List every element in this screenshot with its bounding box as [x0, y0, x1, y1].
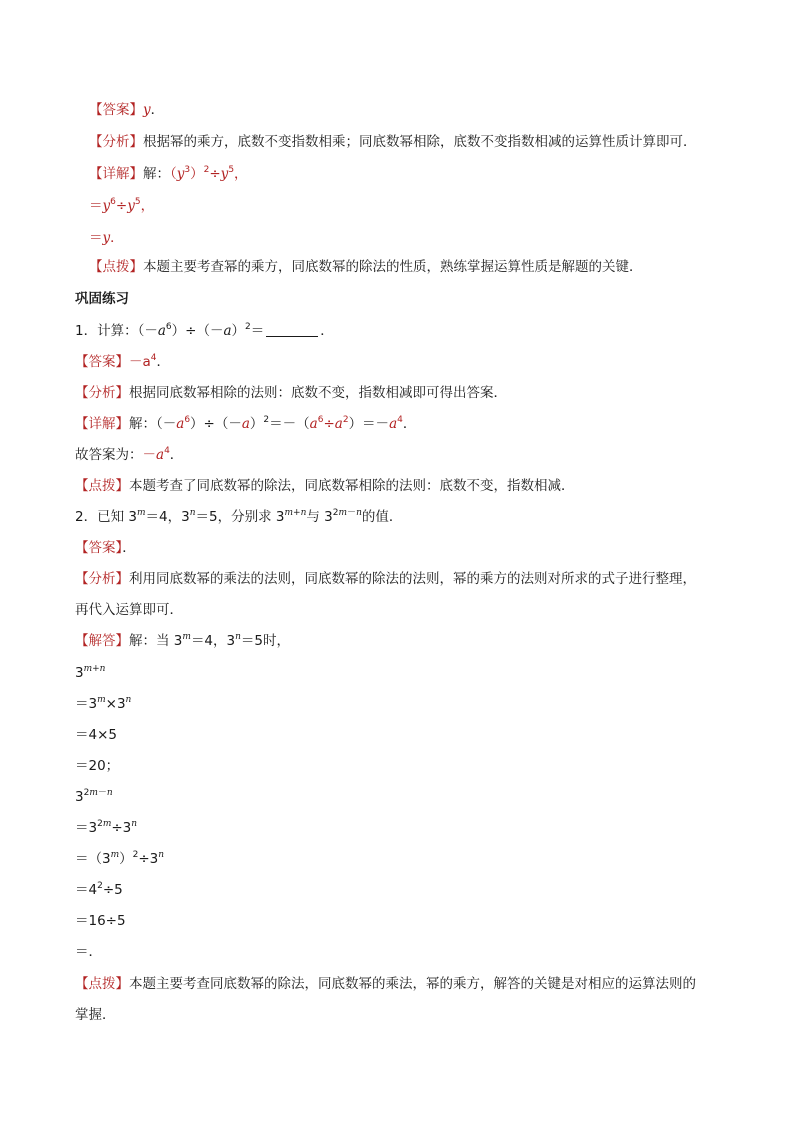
detail-label: 【详解】 — [75, 416, 129, 432]
q1-conclusion-prefix: 故答案为： — [75, 447, 143, 463]
q1-analysis-text: 根据同底数幂相除的法则：底数不变，指数相减即可得出答案． — [129, 385, 507, 401]
answer-label: 【答案】 — [75, 354, 129, 370]
q1-comment-text: 本题考查了同底数幂的除法，同底数幂相除的法则：底数不变，指数相减． — [129, 478, 575, 494]
example-detail-prefix: 解： — [143, 166, 170, 182]
q2-stem-line: 2．已知 $3^m=4$，$3^n=5$，分别求 $3^{m+n}$与 $3^{2m-n}$的值． — [75, 508, 403, 525]
q2-comment-text-1: 本题主要考查同底数幂的除法，同底数幂的乘法，幂的乘方，解答的关键是对相应的运算法则的 — [129, 976, 696, 992]
q1-detail-prefix: 解： — [129, 416, 156, 432]
q1-stem: 计算： — [97, 323, 138, 339]
q1-comment-line — [75, 477, 575, 495]
example-analysis-line — [89, 133, 697, 151]
q2-solution-line: 【解答】解：当 $3^m=4$，$3^n=5$时， — [75, 632, 291, 649]
q2-analysis-text-1: 利用同底数幂的乘法的法则，同底数幂的除法的法则，幂的乘方的法则对所求的式子进行整理， — [129, 571, 696, 587]
q2-step-4: ＝20； — [75, 758, 120, 774]
example-answer-value: y — [143, 102, 151, 118]
q2-solution-suffix: 时， — [263, 633, 291, 649]
example-analysis-text: 根据幂的乘方，底数不变指数相乘；同底数幂相除，底数不变指数相减的运算性质计算即可． — [143, 134, 697, 150]
q2-number: 2． — [75, 509, 98, 525]
q2-step-2: $=3^m\times 3^n$ — [75, 695, 132, 712]
q1-expression: $(-a^6)\div(-a)^2=$ — [137, 322, 265, 339]
example-comment-text: 本题主要考查幂的乘方，同底数幂的除法的性质，熟练掌握运算性质是解题的关键． — [143, 259, 643, 275]
q2-solution-prefix: 解：当 — [129, 633, 170, 649]
analysis-label: 【分析】 — [75, 385, 129, 401]
q1-detail-line — [75, 415, 416, 433]
analysis-label: 【分析】 — [75, 571, 129, 587]
q2-answer-line: 【答案】． — [75, 540, 136, 556]
comment-label: 【点拨】 — [75, 976, 129, 992]
example-detail-line — [89, 165, 248, 183]
answer-label: 【答案】 — [89, 102, 143, 118]
q2-step-8: $=4^2\div 5$ — [75, 881, 123, 898]
q1-answer-value: $-a^4$ — [129, 353, 157, 370]
q2-comment-line-2: 掌握． — [75, 1007, 116, 1023]
q2-step-6: $=3^{2m}\div 3^n$ — [75, 819, 138, 836]
example-answer-line: 【答案】y． — [89, 102, 165, 118]
comment-label: 【点拨】 — [75, 478, 129, 494]
q1-answer-blank — [266, 323, 318, 337]
example-expression-1: $(y^3)^2\div y^5$， — [170, 165, 248, 182]
q1-detail-expression: $(-a^6)\div(-a)^2=-(a^6\div a^2)=-a^4$． — [156, 415, 417, 432]
q2-step-5: $3^{2m-n}$ — [75, 788, 113, 805]
answer-label: 【答案】 — [75, 540, 123, 556]
example-comment-line — [89, 258, 643, 276]
q2-stem-suffix: 的值． — [361, 509, 403, 525]
q1-answer-line: 【答案】$-a^4$． — [75, 353, 171, 370]
q2-step-9: ＝16÷5 — [75, 913, 126, 929]
q1-analysis-line — [75, 384, 507, 402]
q2-analysis-line-1 — [75, 570, 696, 588]
q2-comment-line-1 — [75, 975, 696, 993]
q1-stem-line: 1．计算：$(-a^6)\div(-a)^2=$ ． — [75, 322, 334, 339]
q2-analysis-line-2: 再代入运算即可． — [75, 602, 183, 618]
q2-step-3: ＝4×5 — [75, 727, 117, 743]
q2-stem-mid: ，分别求 — [217, 509, 272, 525]
q2-stem-and: 与 — [306, 509, 320, 525]
q2-step-7: $=(3^m)^2\div 3^n$ — [75, 850, 165, 867]
example-step-2: $=y^6\div y^5$， — [89, 197, 155, 214]
q1-conclusion-line: 故答案为：$-a^4$． — [75, 446, 184, 463]
q1-conclusion-value: $-a^4$ — [142, 446, 170, 463]
q2-stem-prefix: 已知 — [97, 509, 125, 525]
section-title: 巩固练习 — [75, 291, 129, 307]
q2-step-10: ＝． — [75, 944, 102, 960]
solution-label: 【解答】 — [75, 633, 129, 649]
example-step-3: ＝y． — [89, 230, 124, 246]
comment-label: 【点拨】 — [89, 259, 143, 275]
q2-step-1: $3^{m+n}$ — [75, 664, 106, 681]
q1-number: 1． — [75, 323, 98, 339]
detail-label: 【详解】 — [89, 166, 143, 182]
analysis-label: 【分析】 — [89, 134, 143, 150]
